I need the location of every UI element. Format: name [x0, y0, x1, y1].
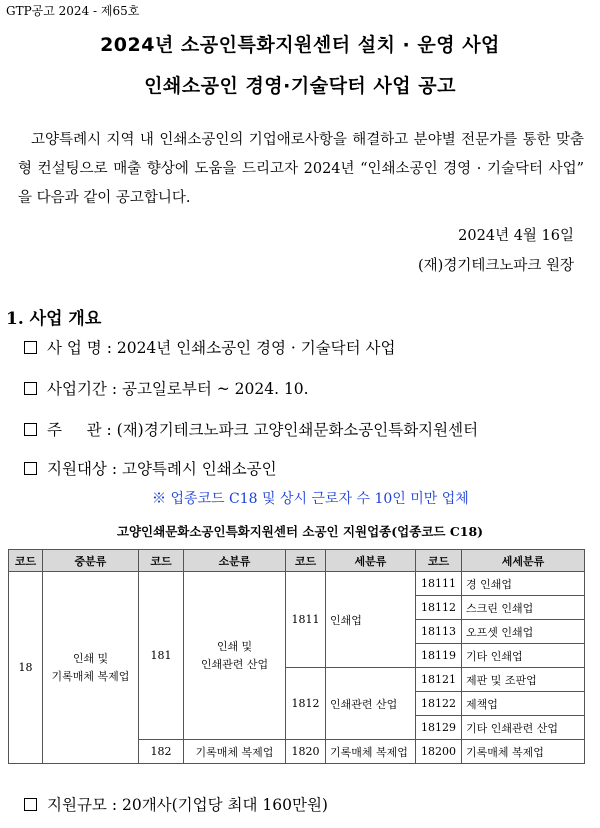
detail-name-cell: 오프셋 인쇄업	[462, 620, 585, 644]
header-cell: 세분류	[326, 550, 416, 572]
intro-paragraph: 고양특례시 지역 내 인쇄소공인의 기업애로사항을 해결하고 분야별 전문가를 통한 맞춤형 컨설팅으로 매출 향상에 도움을 드리고자 2024년 “인쇄소공인 경영 · 기술닥터 사업” 을 다음과 같이 공고합니다.	[18, 132, 584, 206]
overview-item-target	[24, 457, 277, 479]
detail-code-cell: 18121	[416, 668, 462, 692]
table-header-row	[9, 550, 585, 572]
title-line-2: 인쇄소공인 경영·기술닥터 사업 공고	[144, 75, 456, 97]
checkbox-square-icon	[24, 798, 37, 811]
overview-item-organizer	[24, 418, 478, 440]
table-row	[9, 572, 585, 596]
sub-code-cell: 1811	[286, 572, 326, 668]
item-text: 지원대상 : 고양특례시 인쇄소공인	[47, 460, 277, 478]
detail-code-cell: 18113	[416, 620, 462, 644]
item-text: 사업기간 : 공고일로부터 ~ 2024. 10.	[47, 380, 309, 398]
detail-code-cell: 18119	[416, 644, 462, 668]
issuing-organization: (재)경기테크노파크 원장	[418, 258, 574, 274]
mid-code-cell: 18	[9, 572, 43, 764]
announcement-date: 2024년 4월 16일	[458, 228, 574, 244]
header-cell: 세세분류	[462, 550, 585, 572]
overview-item-scale	[24, 793, 328, 815]
table-title: 고양인쇄문화소공인특화지원센터 소공인 지원업종(업종코드 C18)	[116, 524, 484, 539]
small-name-cell: 인쇄 및 인쇄관련 산업	[184, 572, 286, 740]
detail-name-cell: 스크린 인쇄업	[462, 596, 585, 620]
detail-name-cell: 기타 인쇄관련 산업	[462, 716, 585, 740]
sub-code-cell: 1820	[286, 740, 326, 764]
mid-name-cell: 인쇄 및 기록매체 복제업	[43, 572, 139, 764]
industry-code-table	[8, 549, 585, 764]
overview-item-name	[24, 336, 395, 358]
detail-name-cell: 기록매체 복제업	[462, 740, 585, 764]
detail-name-cell: 기타 인쇄업	[462, 644, 585, 668]
detail-code-cell: 18122	[416, 692, 462, 716]
checkbox-square-icon	[24, 341, 37, 354]
detail-name-cell: 제판 및 조판업	[462, 668, 585, 692]
sub-code-cell: 1812	[286, 668, 326, 740]
header-cell: 코드	[139, 550, 184, 572]
header-cell: 코드	[416, 550, 462, 572]
header-cell: 코드	[286, 550, 326, 572]
section-title: 1. 사업 개요	[6, 309, 102, 329]
item-text: 사 업 명 : 2024년 인쇄소공인 경영 · 기술닥터 사업	[47, 339, 396, 357]
header-cell: 소분류	[184, 550, 286, 572]
item-text: 주 관 : (재)경기테크노파크 고양인쇄문화소공인특화지원센터	[47, 421, 479, 439]
item-text: 지원규모 : 20개사(기업당 최대 160만원)	[47, 796, 328, 814]
detail-name-cell: 제책업	[462, 692, 585, 716]
checkbox-square-icon	[24, 382, 37, 395]
detail-code-cell: 18129	[416, 716, 462, 740]
small-name-cell: 기록매체 복제업	[184, 740, 286, 764]
small-code-cell: 181	[139, 572, 184, 740]
checkbox-square-icon	[24, 423, 37, 436]
detail-code-cell: 18200	[416, 740, 462, 764]
checkbox-square-icon	[24, 462, 37, 475]
eligibility-note: ※ 업종코드 C18 및 상시 근로자 수 10인 미만 업체	[152, 491, 469, 507]
detail-code-cell: 18111	[416, 572, 462, 596]
title-line-1: 2024년 소공인특화지원센터 설치 · 운영 사업	[100, 34, 500, 56]
detail-name-cell: 경 인쇄업	[462, 572, 585, 596]
document-code: GTP공고 2024 - 제65호	[6, 4, 140, 18]
overview-item-period	[24, 377, 309, 399]
small-code-cell: 182	[139, 740, 184, 764]
sub-name-cell: 인쇄관련 산업	[326, 668, 416, 740]
header-cell: 중분류	[43, 550, 139, 572]
sub-name-cell: 인쇄업	[326, 572, 416, 668]
detail-code-cell: 18112	[416, 596, 462, 620]
sub-name-cell: 기록매체 복제업	[326, 740, 416, 764]
header-cell: 코드	[9, 550, 43, 572]
